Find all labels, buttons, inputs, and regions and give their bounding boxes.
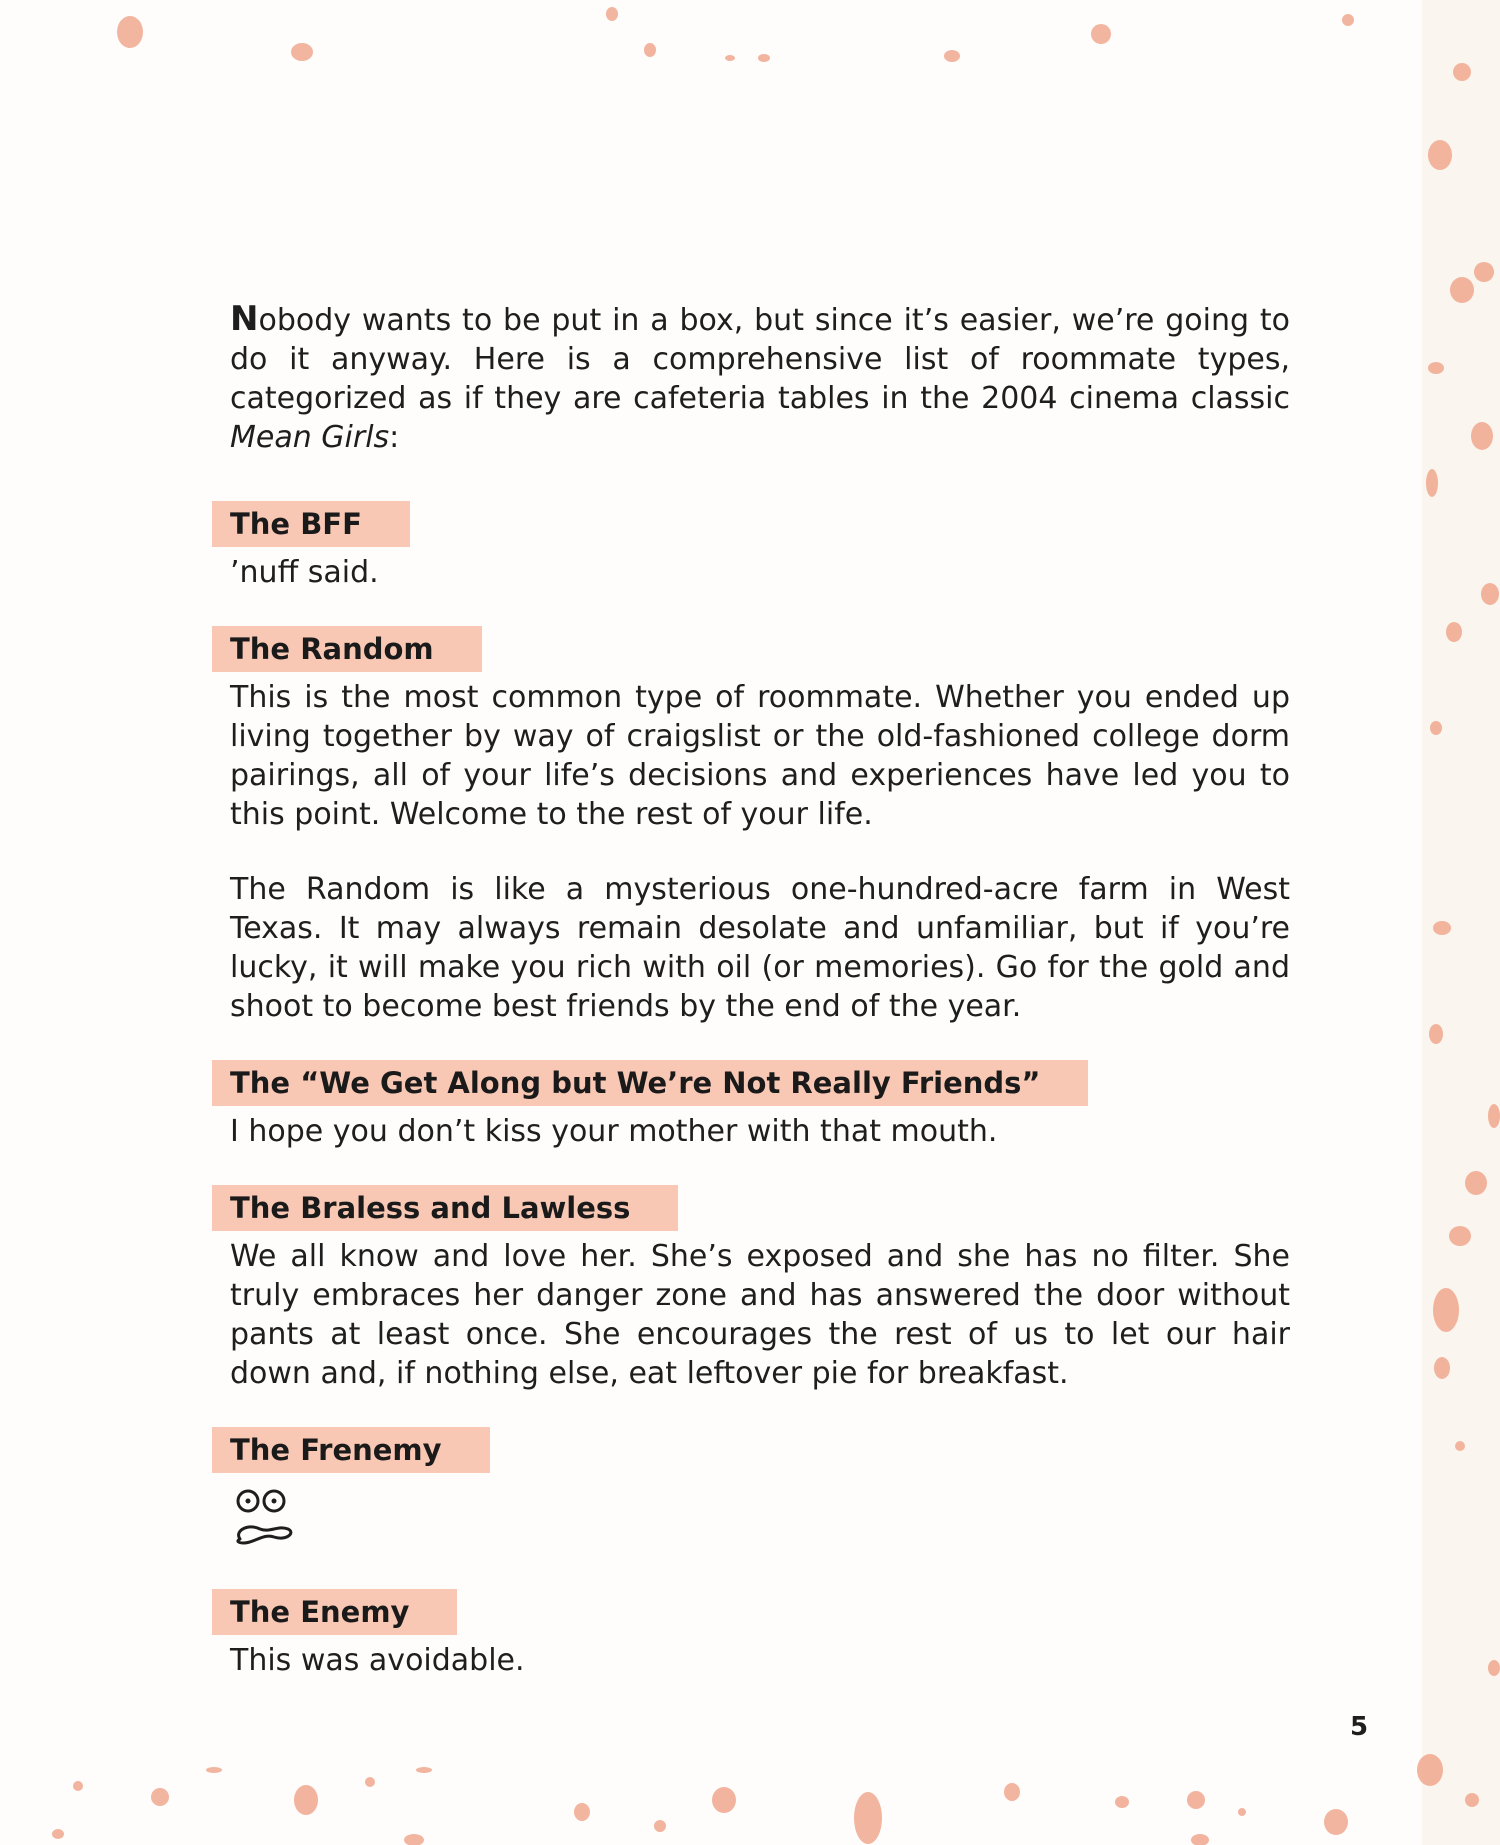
section-body: ’nuff said. [230,555,379,590]
page-number: 5 [1350,1712,1369,1742]
main-content [230,300,1290,1714]
section-random [230,626,1290,1026]
section-heading: The “We Get Along but We’re Not Really Friends” [212,1060,1088,1106]
confused-face-icon [230,1485,300,1555]
section-body: This is the most common type of roommate. Whether you ended up living together by way of craigslist or the old-fashioned college dorm pairings, all of your life’s decisions and experiences have led you to this point. Welcome to the rest of your life. [230,680,1290,832]
section-we-get-along [230,1060,1290,1151]
section-heading: The BFF [212,501,410,547]
section-heading: The Random [212,626,482,672]
intro-text: obody wants to be put in a box, but since it’s easier, we’re going to do it anyway. Here is a comprehensive list of roommate types, categorized as if they are cafeteria tables in the 2004 cinema classic [230,303,1290,416]
section-heading: The Enemy [212,1589,457,1635]
section-body: We all know and love her. She’s exposed and she has no filter. She truly embraces her danger zone and has answered the door without pants at least once. She encourages the rest of us to let our hair down and, if nothing else, eat leftover pie for breakfast. [230,1239,1290,1391]
section-frenemy [230,1427,1290,1555]
section-body: The Random is like a mysterious one-hundred-acre farm in West Texas. It may always remain desolate and unfamiliar, but if you’re lucky, it will make you rich with oil (or memories). Go for the gold and shoot to become best friends by the end of the year. [230,872,1290,1024]
intro-text-end: : [389,420,400,455]
section-heading: The Frenemy [212,1427,490,1473]
section-body: This was avoidable. [230,1643,525,1678]
intro-film-title: Mean Girls [230,420,390,455]
section-body: I hope you don’t kiss your mother with that mouth. [230,1114,998,1149]
section-braless-lawless [230,1185,1290,1393]
drop-cap: N [230,299,259,339]
intro-paragraph [230,300,1290,457]
section-enemy [230,1589,1290,1680]
section-bff [230,501,1290,592]
section-heading: The Braless and Lawless [212,1185,678,1231]
